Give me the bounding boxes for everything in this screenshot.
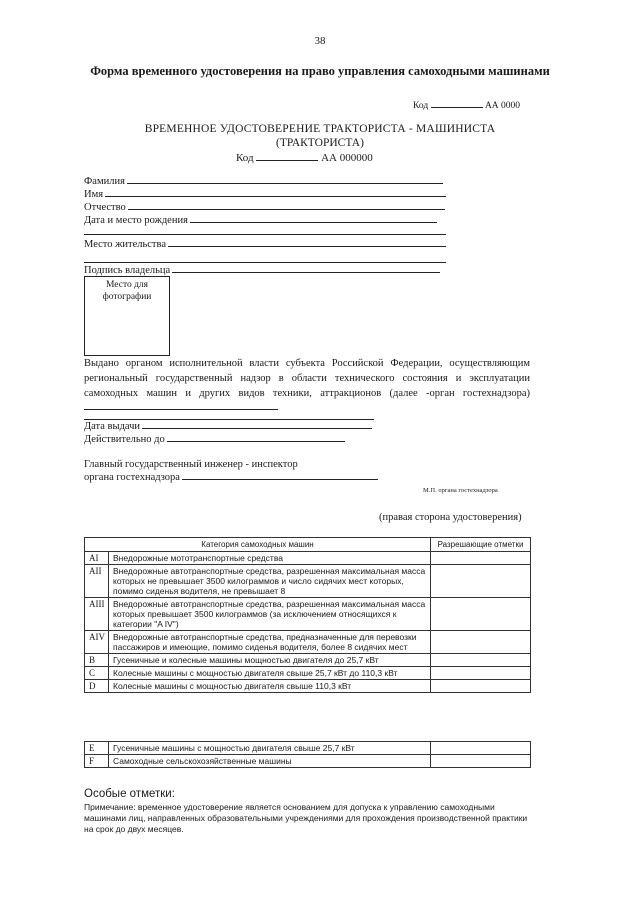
birth-label: Дата и место рождения [84, 215, 188, 226]
surname-line [127, 182, 443, 184]
issue-date-line [142, 427, 372, 429]
category-code: AIV [85, 631, 109, 654]
form-title: Форма временного удостоверения на право управления самоходными машинами [90, 64, 550, 78]
certificate-code [236, 151, 373, 164]
valid-until-line [167, 440, 345, 442]
category-code: C [85, 667, 109, 680]
signature-field[interactable] [84, 265, 440, 276]
certificate-title: ВРЕМЕННОЕ УДОСТОВЕРЕНИЕ ТРАКТОРИСТА - МАШИНИСТА [144, 123, 496, 135]
certificate-subtitle: (ТРАКТОРИСТА) [276, 137, 364, 149]
table-row [85, 565, 531, 598]
issue-date-label: Дата выдачи [84, 421, 141, 432]
note-text: Примечание: временное удостоверение является основанием для допуска к управлению самоходными машинами лиц, направленных образовательными учреждениями для прохождения производственной практики на срок до двух месяцев. [84, 802, 528, 834]
category-table [84, 537, 531, 693]
residence-label: Место жительства [84, 239, 166, 250]
category-table-extra [84, 741, 531, 768]
table-row [85, 755, 531, 768]
header-category: Категория самоходных машин [85, 538, 431, 552]
category-code: AII [85, 565, 109, 598]
category-code: E [85, 742, 109, 755]
top-code [413, 98, 520, 111]
signature-line [172, 271, 440, 273]
table-row [85, 742, 531, 755]
top-code-line [431, 98, 483, 108]
table-header-row [85, 538, 531, 552]
top-code-suffix: АА 0000 [484, 101, 521, 111]
category-code: AIII [85, 598, 109, 631]
surname-label: Фамилия [84, 176, 125, 187]
issued-by-blank-line [84, 409, 278, 410]
birth-line [190, 221, 437, 223]
permission-mark-cell[interactable] [431, 565, 531, 598]
name-label: Имя [84, 189, 104, 200]
category-description: Внедорожные автотранспортные средства, разрешенная максимальная масса которых не превышает 3500 килограммов и число сидячих мест которых, помимо сиденья водителя, не превышает 8 [109, 565, 431, 598]
special-notes-title: Особые отметки: [84, 788, 175, 800]
patronymic-label: Отчество [84, 202, 126, 213]
surname-field[interactable] [84, 176, 443, 187]
residence-field[interactable] [84, 239, 446, 250]
certificate-code-suffix: АА 000000 [321, 152, 373, 164]
residence-extra-line [84, 262, 446, 263]
category-description: Внедорожные мототранспортные средства [109, 552, 431, 565]
issued-by-line-3: самоходных машин и других видов техники, аттракционов (далее -орган гостехнадзора) [84, 388, 530, 399]
name-line [105, 195, 446, 197]
permission-mark-cell[interactable] [431, 680, 531, 693]
category-code: D [85, 680, 109, 693]
photo-label: Место для фотографии [102, 280, 152, 302]
issued-by-text [84, 356, 530, 401]
table-row [85, 631, 531, 654]
table-row [85, 667, 531, 680]
issued-by-line-2: региональный государственный надзор в области технического состояния и эксплуатации [84, 373, 530, 384]
category-description: Самоходные сельскохозяйственные машины [109, 755, 431, 768]
permission-mark-cell[interactable] [431, 631, 531, 654]
header-marks: Разрешающие отметки [431, 538, 531, 552]
patronymic-field[interactable] [84, 202, 445, 213]
page-number: 38 [314, 35, 326, 47]
engineer-org-label: органа гостехнадзора [84, 472, 180, 483]
name-field[interactable] [84, 189, 446, 200]
patronymic-line [128, 208, 445, 210]
birth-extra-line [84, 234, 446, 235]
permission-mark-cell[interactable] [431, 654, 531, 667]
engineer-line [182, 478, 378, 480]
category-description: Внедорожные автотранспортные средства, разрешенная максимальная масса которых превышает 3500 килограммов (за исключением относящихся к категории "A IV") [109, 598, 431, 631]
table-row [85, 598, 531, 631]
permission-mark-cell[interactable] [431, 667, 531, 680]
permission-mark-cell[interactable] [431, 598, 531, 631]
category-code: F [85, 755, 109, 768]
category-code: B [85, 654, 109, 667]
category-description: Колесные машины с мощностью двигателя свыше 110,3 кВт [109, 680, 431, 693]
category-description: Внедорожные автотранспортные средства, предназначенные для перевозки пассажиров и имеющие, помимо сиденья водителя, более 8 сидячих мест [109, 631, 431, 654]
photo-placeholder [84, 276, 170, 356]
issued-by-blank-line-2 [84, 419, 374, 420]
certificate-code-line [256, 151, 318, 161]
residence-line [168, 245, 446, 247]
category-description: Колесные машины с мощностью двигателя свыше 25,7 кВт до 110,3 кВт [109, 667, 431, 680]
category-description: Гусеничные и колесные машины мощностью двигателя до 25,7 кВт [109, 654, 431, 667]
valid-until-field[interactable] [84, 434, 345, 445]
valid-until-label: Действительно до [84, 434, 165, 445]
category-code: AI [85, 552, 109, 565]
certificate-code-label: Код [236, 152, 254, 164]
right-side-label: (правая сторона удостоверения) [379, 512, 522, 523]
issued-by-line-1: Выдано органом исполнительной власти субъекта Российской Федерации, осуществляющим [84, 358, 530, 369]
stamp-label: М.П. органа гостехнадзора [423, 487, 498, 494]
table-row [85, 680, 531, 693]
issue-date-field[interactable] [84, 421, 372, 432]
permission-mark-cell[interactable] [431, 755, 531, 768]
engineer-signature-field[interactable] [84, 472, 378, 483]
engineer-title: Главный государственный инженер - инспектор [84, 459, 298, 470]
permission-mark-cell[interactable] [431, 742, 531, 755]
category-description: Гусеничные машины с мощностью двигателя свыше 25,7 кВт [109, 742, 431, 755]
table-row [85, 654, 531, 667]
signature-label: Подпись владельца [84, 265, 171, 276]
birth-field[interactable] [84, 215, 437, 226]
table-row [85, 552, 531, 565]
permission-mark-cell[interactable] [431, 552, 531, 565]
top-code-label: Код [413, 101, 429, 111]
